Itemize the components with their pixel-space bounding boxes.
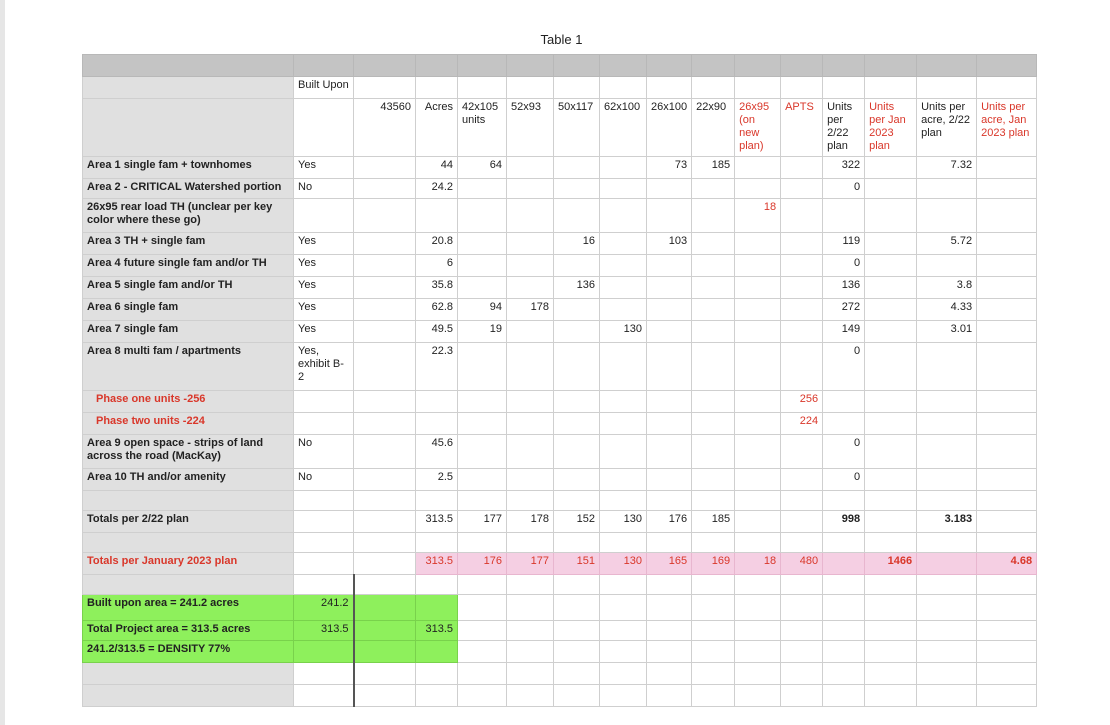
spreadsheet-table — [82, 54, 1037, 707]
cell-built: Yes — [294, 157, 354, 179]
cell-acres: 6 — [416, 255, 458, 277]
cell-built: Yes — [294, 299, 354, 321]
table-row — [83, 233, 1037, 255]
summary-total-row — [83, 621, 1037, 641]
spacer-row — [83, 533, 1037, 553]
empty-row — [83, 663, 1037, 685]
summary-density-label: 241.2/313.5 = DENSITY 77% — [83, 641, 294, 663]
totals-jan-row: Totals per January 2023 plan 313.5 176 177 151 130 165 169 18 480 1466 4.68 — [83, 553, 1037, 575]
cell-c26x100: 73 — [647, 157, 692, 179]
table-row — [83, 435, 1037, 469]
cell-built: No — [294, 179, 354, 199]
cell-built: Yes — [294, 255, 354, 277]
cell-units_222: 149 — [823, 321, 865, 343]
table-row — [83, 343, 1037, 391]
cell-upa_222: 3.01 — [917, 321, 977, 343]
row-label: Area 2 - CRITICAL Watershed portion — [83, 179, 294, 199]
header-acres: Acres — [416, 99, 458, 157]
cell-acres: 24.2 — [416, 179, 458, 199]
cell-units_222: 0 — [823, 179, 865, 199]
cell-units_222: 322 — [823, 157, 865, 179]
row-label: Area 1 single fam + townhomes — [83, 157, 294, 179]
cell-apts: 256 — [781, 391, 823, 413]
table-row — [83, 469, 1037, 491]
header-26x95: 26x95 (on new plan) — [735, 99, 781, 157]
spacer-row — [83, 491, 1037, 511]
summary-built-row — [83, 595, 1037, 621]
table-row — [83, 255, 1037, 277]
header-row-2 — [83, 99, 1037, 157]
cell-upa_222: 3.8 — [917, 277, 977, 299]
cell-acres: 20.8 — [416, 233, 458, 255]
cell-acres: 35.8 — [416, 277, 458, 299]
cell-c50x117: 16 — [554, 233, 600, 255]
window-edge — [0, 0, 5, 725]
header-row-1 — [83, 77, 1037, 99]
table-row — [83, 179, 1037, 199]
row-label: Phase two units -224 — [83, 413, 294, 435]
totals-222-label: Totals per 2/22 plan — [83, 511, 294, 533]
cell-c42x105: 64 — [458, 157, 507, 179]
cell-upa_222: 4.33 — [917, 299, 977, 321]
table-row — [83, 277, 1037, 299]
summary-total-label: Total Project area = 313.5 acres — [83, 621, 294, 641]
cell-units_222: 0 — [823, 469, 865, 491]
cell-built: No — [294, 435, 354, 469]
cell-acres: 49.5 — [416, 321, 458, 343]
cell-built: Yes — [294, 233, 354, 255]
cell-c26x95: 18 — [735, 199, 781, 233]
cell-c42x105: 94 — [458, 299, 507, 321]
summary-total-acres: 313.5 — [416, 621, 458, 641]
row-label: Area 5 single fam and/or TH — [83, 277, 294, 299]
header-units-222: Units per 2/22 plan — [823, 99, 865, 157]
cell-acres: 45.6 — [416, 435, 458, 469]
summary-density-row — [83, 641, 1037, 663]
totals-jan-label: Totals per January 2023 plan — [83, 553, 294, 575]
table-row — [83, 321, 1037, 343]
cell-acres: 62.8 — [416, 299, 458, 321]
row-label: Area 4 future single fam and/or TH — [83, 255, 294, 277]
header-units-jan: Units per Jan 2023 plan — [865, 99, 917, 157]
cell-units_222: 272 — [823, 299, 865, 321]
cell-built: Yes — [294, 321, 354, 343]
cell-upa_222: 5.72 — [917, 233, 977, 255]
cell-c52x93: 178 — [507, 299, 554, 321]
cell-acres: 22.3 — [416, 343, 458, 391]
totals-222-row: Totals per 2/22 plan 313.5 177 178 152 130 176 185 998 3.183 — [83, 511, 1037, 533]
cell-units_222: 119 — [823, 233, 865, 255]
header-upa-222: Units per acre, 2/22 plan — [917, 99, 977, 157]
cell-acres: 2.5 — [416, 469, 458, 491]
cell-upa_222: 7.32 — [917, 157, 977, 179]
header-built-upon: Built Upon — [294, 77, 354, 99]
cell-c26x100: 103 — [647, 233, 692, 255]
table-title: Table 1 — [540, 32, 583, 47]
summary-total-value: 313.5 — [294, 621, 354, 641]
header-apts: APTS — [781, 99, 823, 157]
empty-row — [83, 685, 1037, 707]
cell-units_222: 0 — [823, 435, 865, 469]
cell-c62x100: 130 — [600, 321, 647, 343]
table-row — [83, 199, 1037, 233]
header-26x100: 26x100 — [647, 99, 692, 157]
header-22x90: 22x90 — [692, 99, 735, 157]
row-label: 26x95 rear load TH (unclear per key color where these go) — [83, 199, 294, 233]
spacer-row — [83, 575, 1037, 595]
cell-c50x117: 136 — [554, 277, 600, 299]
header-50x117: 50x117 — [554, 99, 600, 157]
table-row — [83, 413, 1037, 435]
header-42x105: 42x105 units — [458, 99, 507, 157]
data-rows — [83, 157, 1037, 491]
row-label: Phase one units -256 — [83, 391, 294, 413]
row-label: Area 10 TH and/or amenity — [83, 469, 294, 491]
header-upa-jan: Units per acre, Jan 2023 plan — [977, 99, 1037, 157]
cell-built: Yes, exhibit B-2 — [294, 343, 354, 391]
cell-units_222: 0 — [823, 343, 865, 391]
cell-apts: 224 — [781, 413, 823, 435]
table-row — [83, 299, 1037, 321]
row-label: Area 8 multi fam / apartments — [83, 343, 294, 391]
cell-c22x90: 185 — [692, 157, 735, 179]
row-label: Area 9 open space - strips of land across the road (MacKay) — [83, 435, 294, 469]
cell-units_222: 0 — [823, 255, 865, 277]
row-label: Area 7 single fam — [83, 321, 294, 343]
header-sqft-per-acre: 43560 — [354, 99, 416, 157]
header-52x93: 52x93 — [507, 99, 554, 157]
cell-built: Yes — [294, 277, 354, 299]
table-row — [83, 157, 1037, 179]
table-row — [83, 391, 1037, 413]
row-label: Area 6 single fam — [83, 299, 294, 321]
cell-built: No — [294, 469, 354, 491]
header-band-row — [83, 55, 1037, 77]
row-label: Area 3 TH + single fam — [83, 233, 294, 255]
cell-acres: 44 — [416, 157, 458, 179]
cell-c42x105: 19 — [458, 321, 507, 343]
cell-units_222: 136 — [823, 277, 865, 299]
summary-built-value: 241.2 — [294, 595, 354, 621]
header-62x100: 62x100 — [600, 99, 647, 157]
summary-built-label: Built upon area = 241.2 acres — [83, 595, 294, 621]
